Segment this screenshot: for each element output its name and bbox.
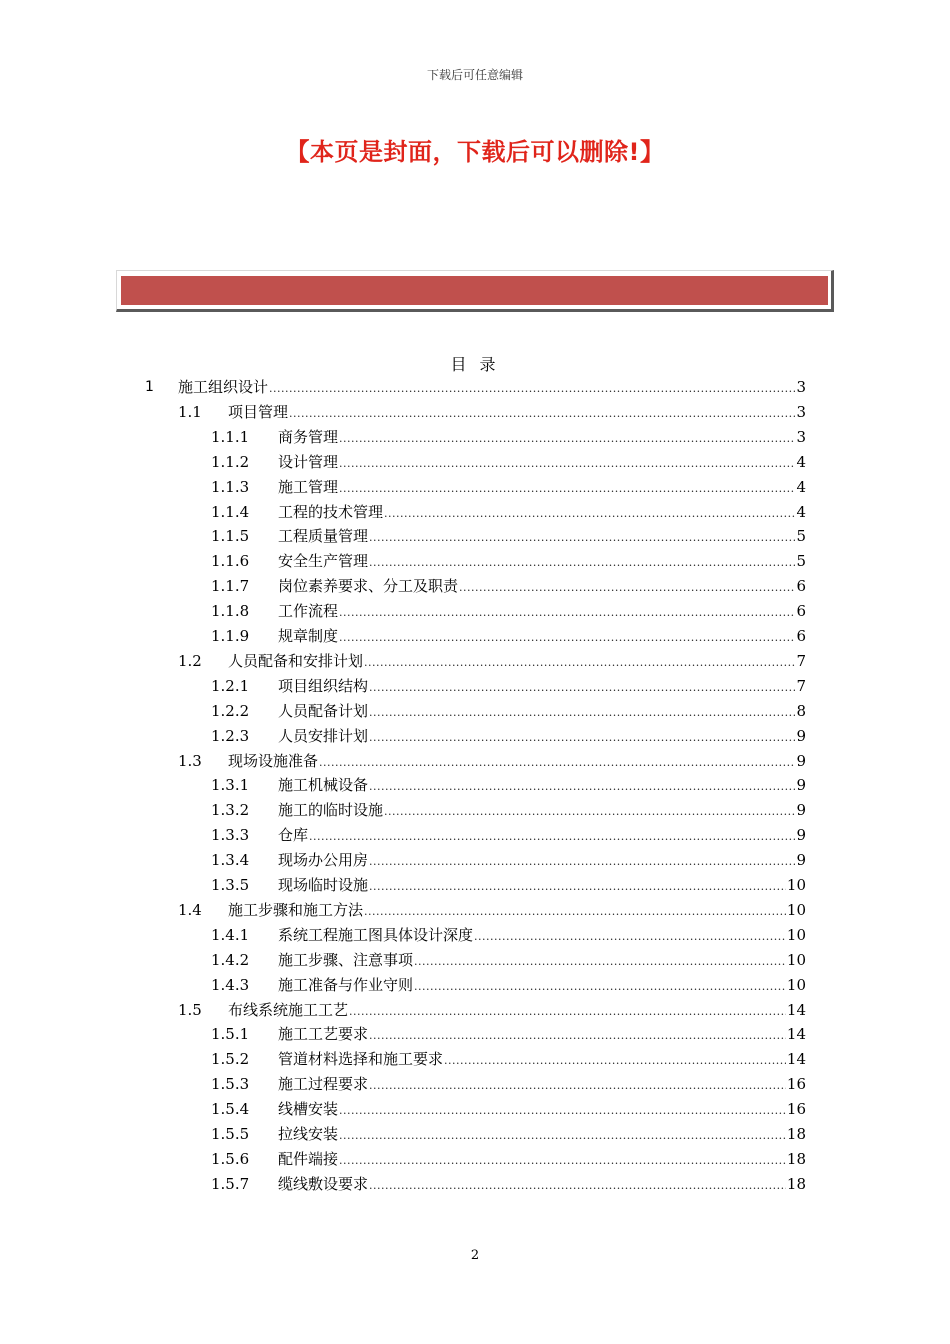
toc-entry[interactable] [0,1072,950,1096]
toc-entry-page: 9 [796,801,806,819]
toc-entry[interactable] [0,724,950,748]
toc-entry-page: 6 [796,577,806,595]
toc-entry-page: 9 [796,727,806,745]
toc-dot-leader [339,452,795,476]
toc-entry-title: 管道材料选择和施工要求 [278,1050,444,1068]
toc-entry-title: 项目组织结构 [278,677,369,695]
toc-dot-leader [364,900,786,924]
toc-entry-line [278,1072,806,1098]
toc-entry-title: 系统工程施工图具体设计深度 [278,926,474,944]
toc-entry-line [278,425,806,451]
toc-entry[interactable] [0,798,950,822]
toc-entry-number: 1.4.2 [211,951,250,969]
toc-dot-leader [369,551,795,575]
toc-entry-line [278,450,806,476]
toc-entry-title: 商务管理 [278,428,339,446]
toc-entry-title: 工程的技术管理 [278,503,384,521]
toc-dot-leader [414,950,786,974]
toc-entry-line [278,500,806,526]
header-note: 下载后可任意编辑 [426,68,523,82]
toc-entry-line [278,873,806,899]
toc-dot-leader [414,975,786,999]
toc-entry-page: 16 [786,1100,806,1118]
toc-entry-page: 14 [786,1050,806,1068]
toc-entry-line [278,724,806,750]
toc-entry-title: 项目管理 [228,403,289,421]
toc-entry-page: 10 [786,951,806,969]
toc-dot-leader [339,477,795,501]
toc-entry-page: 3 [796,403,806,421]
toc-dot-leader [369,850,795,874]
toc-entry-line [278,798,806,824]
toc-entry-number: 1.1.7 [211,577,250,595]
toc-entry-number: 1.5.3 [211,1075,250,1093]
toc-entry-page: 5 [796,552,806,570]
toc-entry-line [278,1097,806,1123]
toc-entry[interactable] [0,450,950,474]
toc-entry[interactable] [0,1122,950,1146]
toc-entry-number: 1.1.8 [211,602,250,620]
toc-entry-title: 拉线安装 [278,1125,339,1143]
toc-entry-number: 1.3.1 [211,776,250,794]
toc-entry-title: 岗位素养要求、分工及职责 [278,577,459,595]
toc-entry-title: 布线系统施工工艺 [228,1001,349,1019]
toc-entry-line [228,898,806,924]
toc-entry-page: 7 [796,652,806,670]
toc-entry-title: 施工工艺要求 [278,1025,369,1043]
toc-dot-leader [444,1049,786,1073]
toc-dot-leader [384,502,795,526]
toc-entry-line [278,948,806,974]
toc-entry[interactable] [0,699,950,723]
toc-dot-leader [369,1174,786,1198]
toc-entry-number: 1 [145,379,154,395]
toc-entry-title: 仓库 [278,826,309,844]
decorative-banner [116,270,834,312]
toc-entry-line [278,848,806,874]
toc-entry-line [178,375,806,401]
toc-entry-page: 18 [786,1150,806,1168]
toc-entry-title: 现场临时设施 [278,876,369,894]
toc-entry-title: 规章制度 [278,627,339,645]
toc-entry-number: 1.1.3 [211,478,250,496]
toc-entry-line [278,923,806,949]
toc-entry-page: 9 [796,752,806,770]
toc-dot-leader [384,800,795,824]
toc-entry-title: 现场办公用房 [278,851,369,869]
toc-entry-number: 1.2.2 [211,702,250,720]
toc-entry-title: 线槽安装 [278,1100,339,1118]
toc-entry-number: 1.2.1 [211,677,250,695]
toc-entry[interactable] [0,574,950,598]
toc-entry-page: 6 [796,627,806,645]
toc-dot-leader [364,651,795,675]
toc-dot-leader [269,377,795,401]
toc-entry-line [278,1122,806,1148]
toc-entry-title: 施工步骤、注意事项 [278,951,414,969]
toc-entry-title: 施工机械设备 [278,776,369,794]
toc-entry-page: 9 [796,826,806,844]
toc-entry-number: 1.3.4 [211,851,250,869]
toc-entry-title: 工程质量管理 [278,527,369,545]
toc-entry-number: 1.3.5 [211,876,250,894]
toc-entry[interactable] [0,549,950,573]
toc-entry[interactable] [0,973,950,997]
toc-entry-line [278,549,806,575]
toc-entry-page: 10 [786,976,806,994]
toc-entry-line [278,624,806,650]
toc-entry-page: 4 [796,478,806,496]
toc-dot-leader [309,825,795,849]
toc-entry-number: 1.4.3 [211,976,250,994]
toc-entry[interactable] [0,649,950,673]
toc-entry[interactable] [0,923,950,947]
toc-entry[interactable] [0,1097,950,1121]
toc-entry-title: 施工过程要求 [278,1075,369,1093]
toc-entry[interactable] [0,674,950,698]
toc-entry[interactable] [0,823,950,847]
toc-entry-title: 施工准备与作业守则 [278,976,414,994]
toc-entry-title: 施工步骤和施工方法 [228,901,364,919]
toc-entry[interactable] [0,524,950,548]
toc-entry-number: 1.4.1 [211,926,250,944]
toc-dot-leader [369,775,795,799]
toc-entry[interactable] [0,1047,950,1071]
toc-entry-title: 人员安排计划 [278,727,369,745]
toc-entry-number: 1.1.2 [211,453,250,471]
toc-entry-line [278,973,806,999]
toc-dot-leader [339,1099,786,1123]
toc-entry-page: 3 [796,378,806,396]
toc-dot-leader [459,576,795,600]
toc-entry-title: 施工组织设计 [178,378,269,396]
toc-entry-line [278,599,806,625]
toc-entry-line [228,749,806,775]
toc-entry[interactable] [0,375,950,399]
toc-dot-leader [369,726,795,750]
toc-entry-number: 1.5.6 [211,1150,250,1168]
toc-dot-leader [369,676,795,700]
toc-entry-number: 1.5.5 [211,1125,250,1143]
toc-entry-page: 9 [796,851,806,869]
toc-entry-number: 1.1.9 [211,627,250,645]
toc-entry-page: 4 [796,453,806,471]
toc-entry-number: 1.5.4 [211,1100,250,1118]
toc-entry[interactable] [0,948,950,972]
toc-entry-number: 1.5.2 [211,1050,250,1068]
toc-dot-leader [369,701,795,725]
toc-entry-page: 10 [786,876,806,894]
toc-entry-page: 10 [786,901,806,919]
toc-dot-leader [339,427,795,451]
toc-entry[interactable] [0,998,950,1022]
toc-dot-leader [339,1124,786,1148]
toc-entry-line [278,1022,806,1048]
toc-entry[interactable] [0,1022,950,1046]
toc-entry-number: 1.4 [178,901,202,919]
toc-entry-title: 缆线敷设要求 [278,1175,369,1193]
toc-entry[interactable] [0,599,950,623]
toc-entry-page: 8 [796,702,806,720]
toc-entry-title: 设计管理 [278,453,339,471]
toc-entry[interactable] [0,1172,950,1196]
toc-entry-page: 18 [786,1125,806,1143]
toc-entry[interactable] [0,898,950,922]
toc-dot-leader [474,925,786,949]
toc-entry-number: 1.5 [178,1001,202,1019]
toc-dot-leader [319,751,795,775]
toc-dot-leader [369,1024,786,1048]
page-number: 2 [470,1248,480,1263]
toc-entry-line [278,524,806,550]
toc-entry-number: 1.1.1 [211,428,250,446]
toc-entry-number: 1.3 [178,752,202,770]
toc-entry-number: 1.1.5 [211,527,250,545]
toc-dot-leader [369,875,786,899]
toc-entry-page: 7 [796,677,806,695]
toc-dot-leader [369,1074,786,1098]
toc-entry[interactable] [0,1147,950,1171]
toc-entry-line [278,1047,806,1073]
toc-entry-page: 4 [796,503,806,521]
toc-entry-page: 5 [796,527,806,545]
toc-entry[interactable] [0,848,950,872]
toc-entry-line [278,574,806,600]
toc-entry-number: 1.5.1 [211,1025,250,1043]
toc-dot-leader [339,626,795,650]
toc-entry-number: 1.3.3 [211,826,250,844]
toc-entry-line [278,823,806,849]
toc-entry-title: 施工的临时设施 [278,801,384,819]
toc-entry[interactable] [0,425,950,449]
toc-entry-page: 16 [786,1075,806,1093]
toc-entry-number: 1.2 [178,652,202,670]
toc-entry-line [228,998,806,1024]
toc-entry-number: 1.3.2 [211,801,250,819]
toc-dot-leader [339,1149,786,1173]
toc-entry-line [228,400,806,426]
toc-entry-title: 现场设施准备 [228,752,319,770]
toc-entry[interactable] [0,749,950,773]
toc-dot-leader [349,1000,786,1024]
toc-entry-page: 14 [786,1001,806,1019]
toc-entry-line [278,773,806,799]
toc-entry-number: 1.2.3 [211,727,250,745]
toc-entry-title: 配件端接 [278,1150,339,1168]
toc-entry-line [278,475,806,501]
toc-entry-title: 安全生产管理 [278,552,369,570]
toc-entry-title: 施工管理 [278,478,339,496]
toc-entry[interactable] [0,773,950,797]
toc-entry-line [228,649,806,675]
toc-entry-number: 1.1 [178,403,202,421]
toc-entry-title: 人员配备和安排计划 [228,652,364,670]
toc-entry-page: 18 [786,1175,806,1193]
toc-entry-title: 工作流程 [278,602,339,620]
toc-entry-page: 10 [786,926,806,944]
toc-entry-line [278,1147,806,1173]
toc-entry-number: 1.1.6 [211,552,250,570]
toc-entry-title: 人员配备计划 [278,702,369,720]
toc-entry[interactable] [0,400,950,424]
toc-dot-leader [339,601,795,625]
toc-entry-line [278,674,806,700]
toc-entry-line [278,1172,806,1198]
toc-dot-leader [289,402,795,426]
toc-entry-page: 9 [796,776,806,794]
toc-entry[interactable] [0,500,950,524]
toc-entry-page: 3 [796,428,806,446]
toc-entry-number: 1.5.7 [211,1175,250,1193]
cover-notice: 【本页是封面，下载后可以删除!】 [285,138,665,166]
toc-entry[interactable] [0,873,950,897]
toc-dot-leader [369,526,795,550]
toc-title: 目 录 [450,355,500,374]
toc-entry[interactable] [0,624,950,648]
toc-entry-page: 14 [786,1025,806,1043]
toc-entry-line [278,699,806,725]
toc-entry-page: 6 [796,602,806,620]
toc-entry-number: 1.1.4 [211,503,250,521]
banner-bar [121,276,828,305]
toc-entry[interactable] [0,475,950,499]
